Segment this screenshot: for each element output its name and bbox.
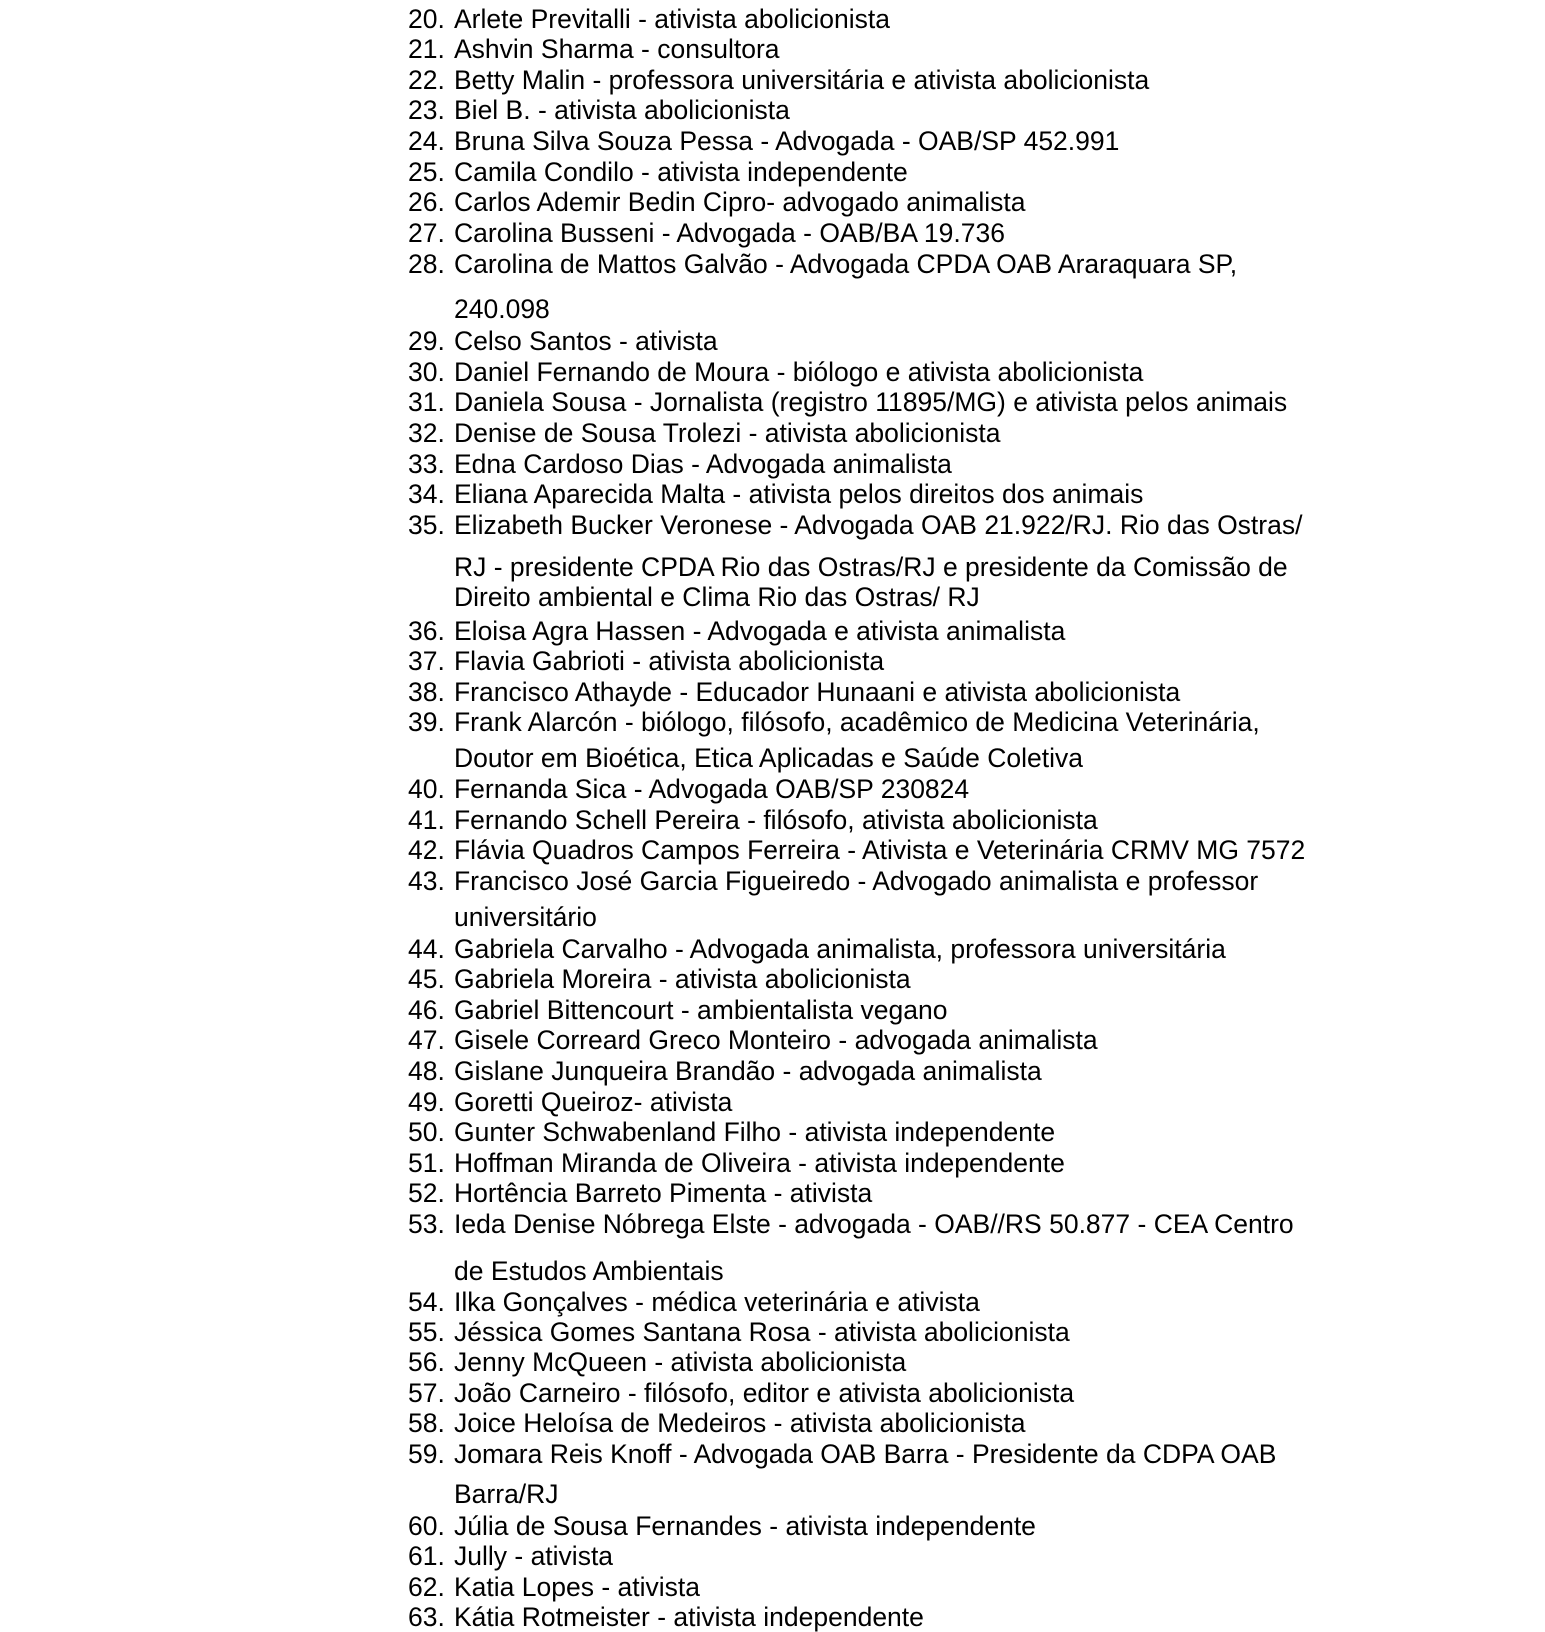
item-continuation: universitário	[454, 902, 597, 932]
item-text: Goretti Queiroz- ativista	[454, 1087, 733, 1117]
item-number: 53.	[408, 1209, 445, 1239]
item-text: João Carneiro - filósofo, editor e ativista abolicionista	[454, 1378, 1075, 1408]
item-number: 45.	[408, 964, 445, 994]
item-text: Ilka Gonçalves - médica veterinária e ativista	[454, 1287, 980, 1317]
item-number: 63.	[408, 1602, 445, 1632]
item-text: Elizabeth Bucker Veronese - Advogada OAB 21.922/RJ. Rio das Ostras/	[454, 510, 1303, 540]
item-number: 55.	[408, 1317, 445, 1347]
item-text: Francisco José Garcia Figueiredo - Advogado animalista e professor	[454, 866, 1259, 896]
item-number: 31.	[408, 387, 445, 417]
item-text: Flavia Gabrioti - ativista abolicionista	[454, 646, 885, 676]
item-number: 23.	[408, 95, 445, 125]
item-continuation: de Estudos Ambientais	[454, 1256, 724, 1286]
item-number: 25.	[408, 157, 445, 187]
item-text: Jully - ativista	[454, 1541, 614, 1571]
item-number: 49.	[408, 1087, 445, 1117]
item-continuation: Barra/RJ	[454, 1479, 559, 1509]
item-number: 50.	[408, 1117, 445, 1147]
item-text: Jomara Reis Knoff - Advogada OAB Barra - Presidente da CDPA OAB	[454, 1439, 1277, 1469]
item-text: Flávia Quadros Campos Ferreira - Ativista e Veterinária CRMV MG 7572	[454, 835, 1306, 865]
item-text: Gislane Junqueira Brandão - advogada animalista	[454, 1056, 1042, 1086]
item-number: 59.	[408, 1439, 445, 1469]
item-number: 20.	[408, 4, 445, 34]
item-number: 34.	[408, 479, 445, 509]
item-text: Jenny McQueen - ativista abolicionista	[454, 1347, 907, 1377]
item-text: Biel B. - ativista abolicionista	[454, 95, 790, 125]
item-number: 47.	[408, 1025, 445, 1055]
item-number: 56.	[408, 1347, 445, 1377]
item-continuation: Doutor em Bioética, Etica Aplicadas e Saúde Coletiva	[454, 743, 1083, 773]
item-number: 46.	[408, 995, 445, 1025]
item-text: Fernando Schell Pereira - filósofo, ativista abolicionista	[454, 805, 1098, 835]
item-number: 27.	[408, 218, 445, 248]
item-number: 35.	[408, 510, 445, 540]
item-text: Camila Condilo - ativista independente	[454, 157, 908, 187]
item-text: Arlete Previtalli - ativista abolicionista	[454, 4, 890, 34]
item-text: Júlia de Sousa Fernandes - ativista independente	[454, 1511, 1036, 1541]
item-text: Fernanda Sica - Advogada OAB/SP 230824	[454, 774, 970, 804]
item-text: Hortência Barreto Pimenta - ativista	[454, 1178, 873, 1208]
item-continuation: Direito ambiental e Clima Rio das Ostras/ RJ	[454, 582, 980, 612]
item-number: 42.	[408, 835, 445, 865]
item-number: 30.	[408, 357, 445, 387]
item-number: 38.	[408, 677, 445, 707]
item-number: 26.	[408, 187, 445, 217]
item-number: 43.	[408, 866, 445, 896]
item-number: 62.	[408, 1572, 445, 1602]
item-text: Daniel Fernando de Moura - biólogo e ativista abolicionista	[454, 357, 1144, 387]
item-number: 61.	[408, 1541, 445, 1571]
item-text: Ashvin Sharma - consultora	[454, 34, 780, 64]
item-text: Katia Lopes - ativista	[454, 1572, 700, 1602]
item-text: Gunter Schwabenland Filho - ativista independente	[454, 1117, 1056, 1147]
item-continuation: 240.098	[454, 294, 550, 324]
item-number: 51.	[408, 1148, 445, 1178]
item-number: 37.	[408, 646, 445, 676]
item-text: Carolina de Mattos Galvão - Advogada CPDA OAB Araraquara SP,	[454, 249, 1238, 279]
item-number: 36.	[408, 616, 445, 646]
item-text: Betty Malin - professora universitária e ativista abolicionista	[454, 65, 1150, 95]
item-number: 24.	[408, 126, 445, 156]
item-text: Edna Cardoso Dias - Advogada animalista	[454, 449, 952, 479]
item-text: Bruna Silva Souza Pessa - Advogada - OAB/SP 452.991	[454, 126, 1120, 156]
item-number: 39.	[408, 707, 445, 737]
item-text: Joice Heloísa de Medeiros - ativista abolicionista	[454, 1408, 1026, 1438]
item-number: 58.	[408, 1408, 445, 1438]
item-number: 33.	[408, 449, 445, 479]
item-number: 54.	[408, 1287, 445, 1317]
item-number: 40.	[408, 774, 445, 804]
item-text: Hoffman Miranda de Oliveira - ativista independente	[454, 1148, 1065, 1178]
item-number: 44.	[408, 934, 445, 964]
item-text: Jéssica Gomes Santana Rosa - ativista abolicionista	[454, 1317, 1070, 1347]
item-number: 28.	[408, 249, 445, 279]
item-number: 52.	[408, 1178, 445, 1208]
item-text: Gisele Correard Greco Monteiro - advogada animalista	[454, 1025, 1098, 1055]
item-number: 48.	[408, 1056, 445, 1086]
item-number: 29.	[408, 326, 445, 356]
item-text: Daniela Sousa - Jornalista (registro 11895/MG) e ativista pelos animais	[454, 387, 1288, 417]
item-text: Gabriela Moreira - ativista abolicionista	[454, 964, 911, 994]
item-text: Celso Santos - ativista	[454, 326, 718, 356]
item-continuation: RJ - presidente CPDA Rio das Ostras/RJ e presidente da Comissão de	[454, 552, 1288, 582]
item-number: 22.	[408, 65, 445, 95]
item-number: 21.	[408, 34, 445, 64]
item-text: Francisco Athayde - Educador Hunaani e ativista abolicionista	[454, 677, 1181, 707]
item-number: 41.	[408, 805, 445, 835]
item-text: Ieda Denise Nóbrega Elste - advogada - OAB//RS 50.877 - CEA Centro	[454, 1209, 1294, 1239]
item-text: Frank Alarcón - biólogo, filósofo, acadêmico de Medicina Veterinária,	[454, 707, 1260, 737]
item-text: Gabriela Carvalho - Advogada animalista, professora universitária	[454, 934, 1226, 964]
item-text: Carolina Busseni - Advogada - OAB/BA 19.736	[454, 218, 1005, 248]
item-text: Carlos Ademir Bedin Cipro- advogado animalista	[454, 187, 1026, 217]
item-text: Eloisa Agra Hassen - Advogada e ativista animalista	[454, 616, 1066, 646]
item-text: Denise de Sousa Trolezi - ativista abolicionista	[454, 418, 1001, 448]
item-number: 32.	[408, 418, 445, 448]
item-number: 57.	[408, 1378, 445, 1408]
item-text: Eliana Aparecida Malta - ativista pelos direitos dos animais	[454, 479, 1144, 509]
item-text: Gabriel Bittencourt - ambientalista vegano	[454, 995, 948, 1025]
item-text: Kátia Rotmeister - ativista independente	[454, 1602, 924, 1632]
item-number: 60.	[408, 1511, 445, 1541]
